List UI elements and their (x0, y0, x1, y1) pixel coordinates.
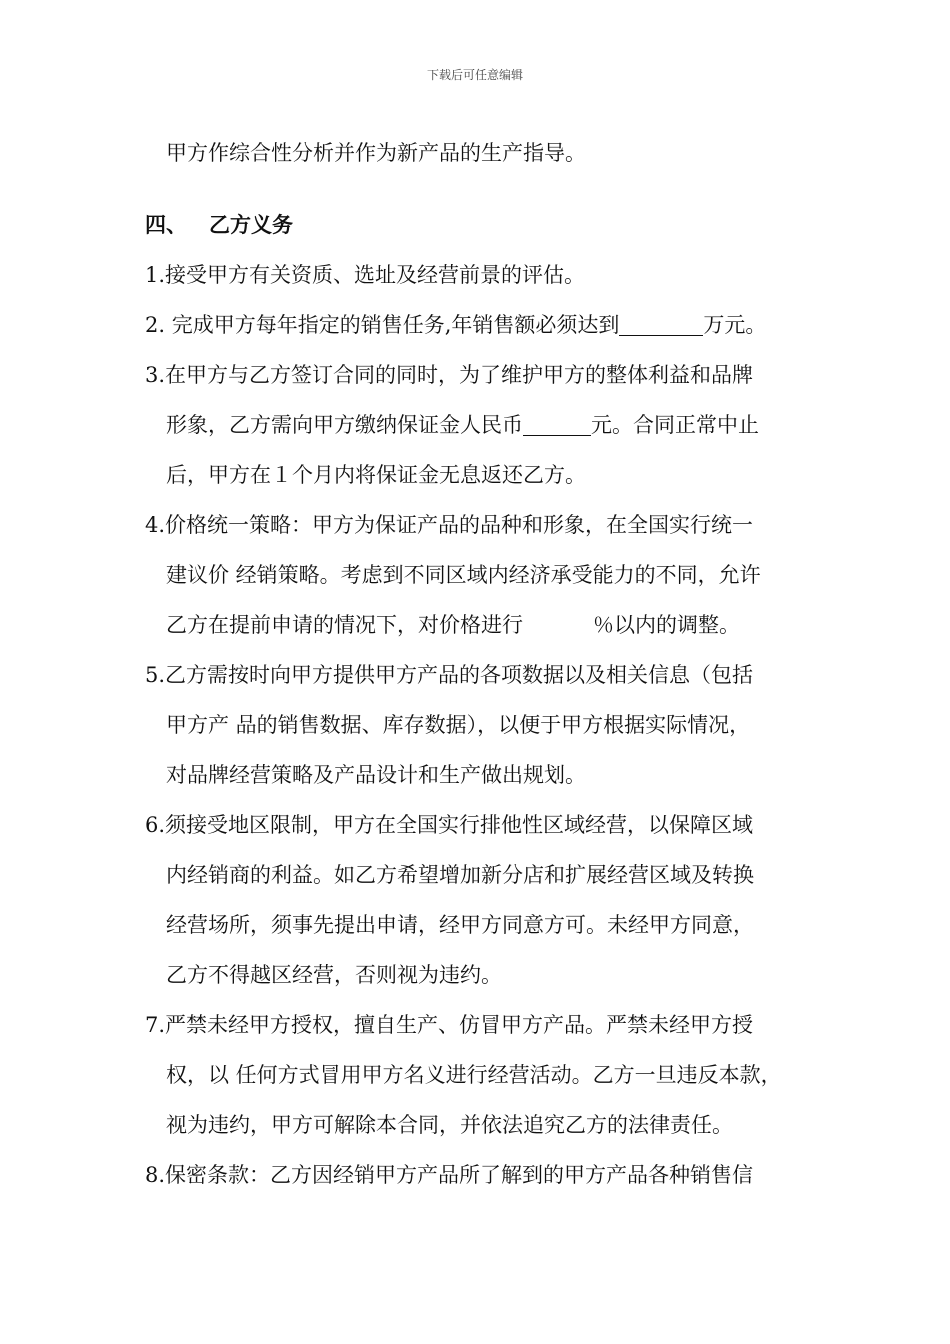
item-5-line-3: 对品牌经营策略及产品设计和生产做出规划。 (166, 763, 586, 787)
item-7-line-3: 视为违约，甲方可解除本合同，并依法追究乙方的法律责任。 (166, 1113, 733, 1137)
item-6-line-4: 乙方不得越区经营，否则视为违约。 (166, 963, 502, 987)
intro-paragraph: 甲方作综合性分析并作为新产品的生产指导。 (166, 141, 586, 165)
item-5-line-2: 甲方产 品的销售数据、库存数据），以便于甲方根据实际情况， (166, 713, 751, 737)
page-header: 下载后可任意编辑 (426, 68, 523, 82)
item-2-line-1 (145, 310, 766, 340)
item-4-line-1: 4.价格统一策略：甲方为保证产品的品种和形象，在全国实行统一 (145, 513, 754, 537)
section-number: 四、 (145, 212, 187, 237)
item-1-line-1: 1.接受甲方有关资质、选址及经营前景的评估。 (145, 263, 586, 287)
item-6-line-2: 内经销商的利益。如乙方希望增加新分店和扩展经营区域及转换 (166, 863, 754, 887)
section-heading (145, 210, 293, 240)
item-4-line-3 (166, 610, 740, 640)
item-4-text: 乙方在提前申请的情况下，对价格进行 (166, 613, 523, 637)
item-3-line-1: 3.在甲方与乙方签订合同的同时，为了维护甲方的整体利益和品牌 (145, 363, 754, 387)
item-6-line-3: 经营场所，须事先提出申请，经甲方同意方可。未经甲方同意， (166, 913, 754, 937)
item-6-line-1: 6.须接受地区限制，甲方在全国实行排他性区域经营，以保障区域 (145, 813, 754, 837)
item-3-line-3: 后，甲方在１个月内将保证金无息返还乙方。 (166, 463, 586, 487)
item-7-line-2: 权，以 任何方式冒用甲方名义进行经营活动。乙方一旦违反本款， (166, 1063, 782, 1087)
sales-target-blank (619, 313, 703, 336)
item-5-line-1: 5.乙方需按时向甲方提供甲方产品的各项数据以及相关信息（包括 (145, 663, 754, 687)
deposit-amount-blank (523, 413, 591, 436)
item-3-text-end: 元。合同正常中止 (591, 413, 759, 437)
item-3-text: 形象，乙方需向甲方缴纳保证金人民币 (166, 413, 523, 437)
item-4-line-2: 建议价 经销策略。考虑到不同区域内经济承受能力的不同，允许 (166, 563, 761, 587)
item-2-unit: 万元。 (703, 313, 767, 337)
item-2-text: 2. 完成甲方每年指定的销售任务,年销售额必须达到 (145, 313, 620, 337)
section-title: 乙方义务 (209, 212, 293, 237)
item-4-text-end: ％以内的调整。 (593, 613, 740, 637)
item-3-line-2 (166, 410, 759, 440)
item-8-line-1: 8.保密条款：乙方因经销甲方产品所了解到的甲方产品各种销售信 (145, 1163, 754, 1187)
item-7-line-1: 7.严禁未经甲方授权，擅自生产、仿冒甲方产品。严禁未经甲方授 (145, 1013, 754, 1037)
